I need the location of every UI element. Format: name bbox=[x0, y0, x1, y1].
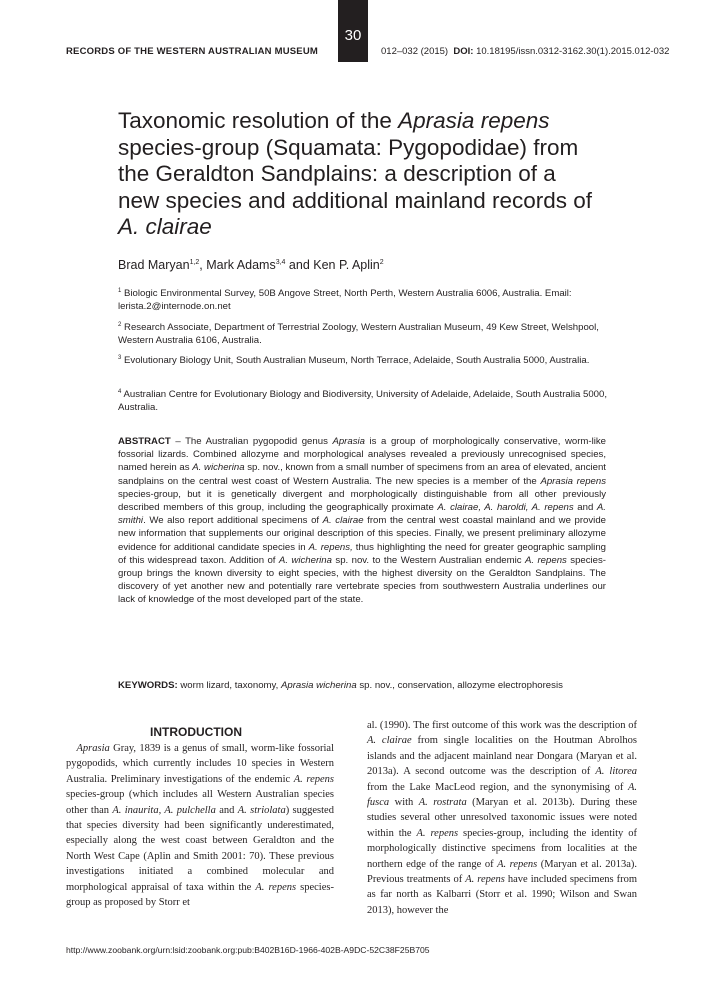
author-aplin: and Ken P. Aplin bbox=[285, 258, 380, 272]
doi-link[interactable]: 10.18195/issn.0312-3162.30(1).2015.012-032 bbox=[476, 46, 670, 57]
zoobank-link[interactable]: http://www.zoobank.org/urn:lsid:zoobank.org:pub:B402B16D-1966-402B-A9DC-52C38F25B705 bbox=[66, 945, 430, 955]
abstract-label: ABSTRACT bbox=[118, 436, 171, 447]
article-title: Taxonomic resolution of the Aprasia repens species-group (Squamata: Pygopodidae) from the Geraldton Sandplains: a description of a new species and additional mainland records of A. clairae bbox=[118, 108, 593, 239]
author-maryan: Brad Maryan bbox=[118, 258, 190, 272]
affiliation-4: $^4$ Australian Centre for Evolutionary Biology and Biodiversity, University of Adelaide, Adelaide, South Australia 5000, Australia. bbox=[118, 389, 607, 414]
body-column-right: al. (1990). The first outcome of this work was the description of A. clairae from single localities on the Houtman Abrolhos islands and the adjacent mainland near Dongara (Maryan et al. 2013a). A second outcome was the description of A. litorea from the Lake MacLeod region, and the synonymising of A. fusca with A. rostrata (Maryan et al. 2013b). During these studies several other unresolved taxonomic issues were noted within the A. repens species-group, including the identity of morphologically distinctive specimens from localities at the northern edge of the range of A. repens (Maryan et al. 2013a). Previous treatments of A. repens have included specimens from as far north as Kalbarri (Storr et al. 1990; Wilson and Swan 2013), however the bbox=[367, 720, 638, 916]
doi-label: DOI: bbox=[453, 46, 474, 57]
page-number-box bbox=[338, 0, 368, 62]
body-column-left: Aprasia Gray, 1839 is a genus of small, worm-like fossorial pygopodids, which currently includes 10 species in Western Australia. Preliminary investigations of the endemic A. repens species-group (which includes all Western Australian species other than A. inaurita, A. pulchella and A. striolata) suggested that species diversity had been significantly underestimated, especially along the west coast between Geraldton and the North West Cape (Aplin and Smith 2001: 70). These previous investigations initiated a combined molecular and morphological appraisal of taxa within the A. repens species-group as proposed by Storr et bbox=[66, 743, 334, 909]
affiliation-2: $^2$ Research Associate, Department of Terrestrial Zoology, Western Australian Museum, 49 Kew Street, Welshpool, Western Australia 6106, Australia. bbox=[118, 322, 599, 347]
affiliation-3: $^3$ Evolutionary Biology Unit, South Australian Museum, North Terrace, Adelaide, South Australia 5000, Australia. bbox=[118, 355, 590, 367]
author-list: Brad Maryan$^{1,2}$, Mark Adams$^{3,4}$ and Ken P. Aplin$^2$ bbox=[118, 258, 384, 272]
keywords-label: KEYWORDS: bbox=[118, 680, 178, 691]
journal-name: RECORDS OF THE WESTERN AUSTRALIAN MUSEUM bbox=[66, 46, 319, 57]
section-heading-introduction: INTRODUCTION bbox=[150, 725, 242, 739]
author-adams: , Mark Adams bbox=[199, 258, 276, 272]
page-number: 30 bbox=[344, 27, 362, 44]
affiliation-1: $^1$ Biologic Environmental Survey, 50B Angove Street, North Perth, Western Australia 6006, Australia. Email: lerista.2@internode.on.net bbox=[118, 288, 572, 313]
page-range: 012–032 (2015) bbox=[381, 46, 449, 57]
abstract: ABSTRACT – The Australian pygopodid genus Aprasia is a group of morphologically conservative, worm-like fossorial lizards. Combined allozyme and morphological analyses revealed a previously unrecognised species, named herein as A. wicherina sp. nov., known from a small number of specimens from an area of elevated, ancient sandplains on the central west coast of Western Australia. The new species is a member of the Aprasia repens species-group, but it is genetically divergent and morphologically distinguishable from all other previously described members of this group, including the geographically proximate A. clairae, A. haroldi, A. repens and A. smithi. We also report additional specimens of A. clairae from the central west coastal mainland and we provide new information that supplements our original description of this species. Finally, we present preliminary allozyme evidence for additional candidate species in A. repens, thus highlighting the need for greater geographic sampling of this widespread taxon. Addition of A. wicherina sp. nov. to the Western Australian endemic A. repens species-group brings the known diversity to eight species, with the highest diversity on the Geraldton Sandplains. The discovery of yet another new and potentially rare vertebrate species from southwestern Australia underlines our lack of knowledge of the most developed part of the state. bbox=[118, 436, 606, 606]
citation-info bbox=[381, 46, 669, 57]
keywords: KEYWORDS: worm lizard, taxonomy, Aprasia wicherina sp. nov., conservation, allozyme electrophoresis bbox=[118, 680, 563, 691]
